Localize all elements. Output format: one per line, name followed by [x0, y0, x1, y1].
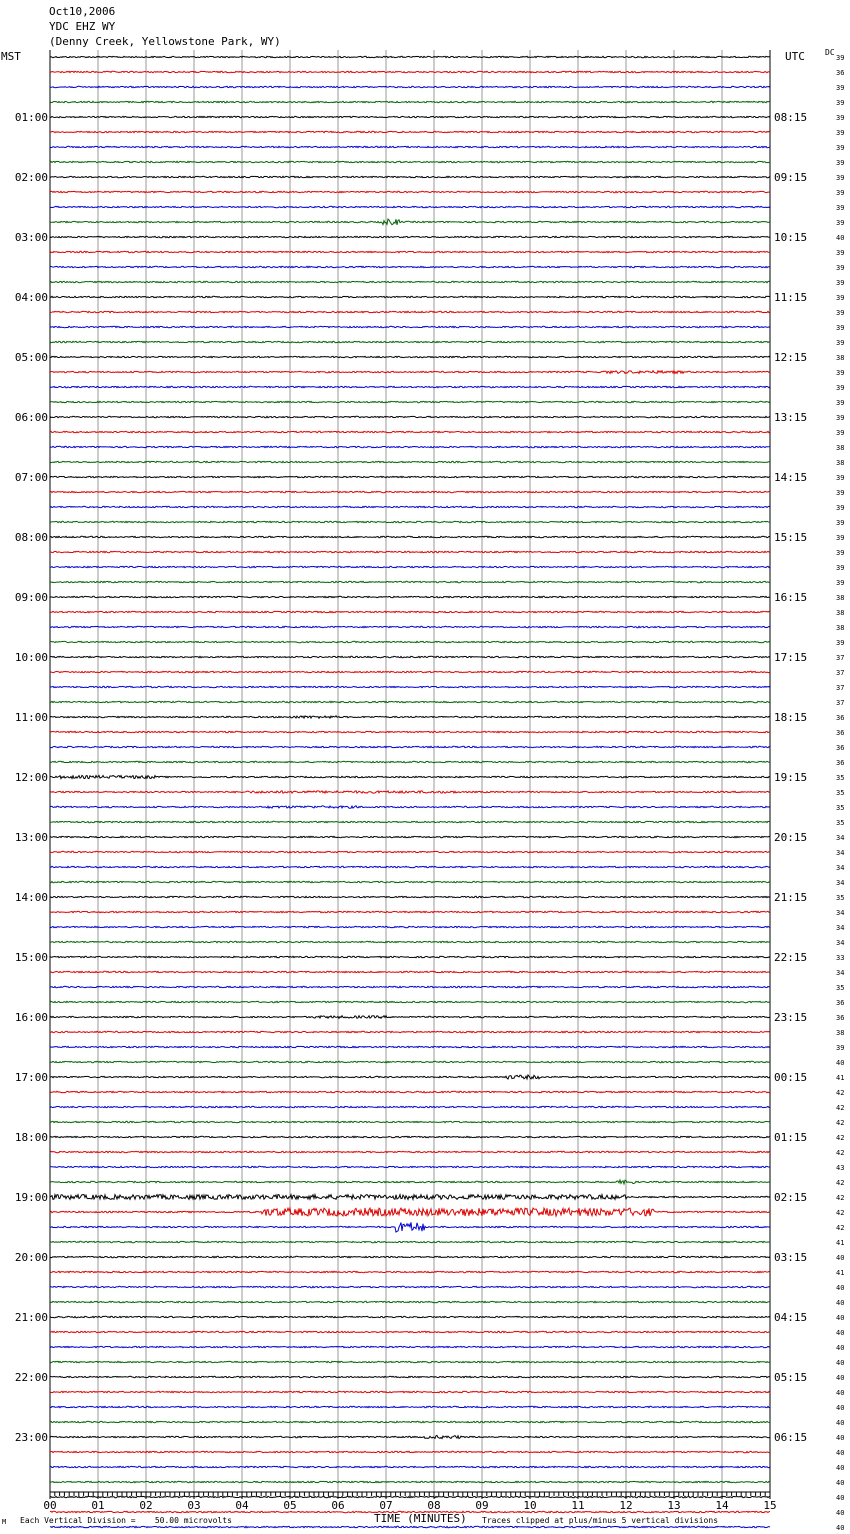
right-hour-label: 01:15 [774, 1131, 808, 1144]
left-hour-label: 02:00 [14, 171, 48, 184]
dc-offset-value: 42 [836, 1089, 845, 1097]
right-time-labels [774, 111, 807, 1444]
seismic-trace [50, 1451, 770, 1452]
dc-offset-labels [836, 54, 844, 1534]
dc-offset-value: 40 [836, 234, 845, 242]
seismic-trace [50, 1256, 770, 1257]
dc-offset-value: 40 [836, 1494, 845, 1502]
left-time-labels [15, 111, 48, 1444]
seismic-trace [50, 416, 770, 417]
seismic-trace [50, 1316, 770, 1317]
dc-offset-value: 40 [836, 1284, 845, 1292]
dc-offset-value: 39 [836, 489, 845, 497]
scale-note: Each Vertical Division = 50.00 microvolts [20, 1516, 232, 1525]
x-tick-label: 04 [235, 1499, 249, 1512]
dc-offset-value: 36 [836, 1014, 845, 1022]
seismic-trace [50, 491, 770, 492]
seismic-trace [50, 821, 770, 822]
left-hour-label: 17:00 [14, 1071, 48, 1084]
seismic-trace [50, 581, 770, 582]
left-hour-label: 18:00 [14, 1131, 48, 1144]
dc-offset-value: 38 [836, 459, 845, 467]
right-hour-label: 12:15 [774, 351, 808, 364]
dc-offset-value: 43 [836, 1164, 845, 1172]
seismic-trace [50, 1271, 770, 1272]
seismic-trace [50, 641, 770, 642]
seismic-trace [50, 1436, 770, 1439]
dc-offset-value: 41 [836, 1269, 845, 1277]
left-hour-label: 04:00 [14, 291, 48, 304]
seismic-trace [50, 1001, 770, 1002]
dc-offset-value: 42 [836, 1119, 845, 1127]
seismic-trace [50, 731, 770, 732]
seismic-trace [50, 56, 770, 57]
dc-offset-value: 40 [836, 1479, 845, 1487]
left-hour-label: 01:00 [14, 111, 48, 124]
right-hour-label: 08:15 [774, 111, 808, 124]
trace-lines [50, 56, 770, 1534]
left-hour-label: 21:00 [14, 1311, 48, 1324]
dc-offset-value: 39 [836, 414, 845, 422]
dc-offset-value: 39 [836, 204, 845, 212]
seismic-trace [50, 356, 770, 357]
seismic-trace [50, 86, 770, 87]
seismic-trace [50, 341, 770, 342]
corner-mark: M [2, 1518, 7, 1526]
dc-offset-value: 40 [836, 1254, 845, 1262]
seismic-trace [50, 671, 770, 672]
dc-header-label: DC [825, 48, 835, 57]
seismic-trace [50, 266, 770, 267]
dc-offset-value: 40 [836, 1299, 845, 1307]
x-tick-label: 00 [43, 1499, 57, 1512]
location-label: (Denny Creek, Yellowstone Park, WY) [49, 35, 281, 48]
seismic-trace [50, 851, 770, 852]
dc-offset-value: 40 [836, 1059, 845, 1067]
dc-offset-value: 39 [836, 369, 845, 377]
seismic-trace [50, 116, 770, 117]
dc-offset-value: 39 [836, 279, 845, 287]
dc-offset-value: 40 [836, 1314, 845, 1322]
right-hour-label: 04:15 [774, 1311, 808, 1324]
seismic-trace [50, 1091, 770, 1092]
seismic-trace [50, 206, 770, 207]
dc-offset-value: 39 [836, 474, 845, 482]
seismic-trace [50, 775, 770, 778]
seismic-trace [50, 326, 770, 327]
dc-offset-value: 38 [836, 444, 845, 452]
dc-offset-value: 39 [836, 519, 845, 527]
seismic-trace [50, 1031, 770, 1032]
dc-offset-value: 40 [836, 1389, 845, 1397]
dc-offset-value: 36 [836, 744, 845, 752]
left-hour-label: 08:00 [14, 531, 48, 544]
station-label: YDC EHZ WY [49, 20, 116, 33]
seismic-trace [50, 836, 770, 837]
dc-offset-value: 39 [836, 84, 845, 92]
seismic-trace [50, 1361, 770, 1362]
dc-offset-value: 37 [836, 654, 845, 662]
dc-offset-value: 34 [836, 879, 845, 887]
seismic-trace [50, 146, 770, 147]
seismic-trace [50, 986, 770, 987]
seismic-trace [50, 176, 770, 177]
dc-offset-value: 35 [836, 984, 845, 992]
seismic-trace [50, 1061, 770, 1062]
seismic-trace [50, 386, 770, 387]
seismic-trace [50, 911, 770, 912]
x-tick-label: 15 [763, 1499, 777, 1512]
left-hour-label: 19:00 [14, 1191, 48, 1204]
dc-offset-value: 39 [836, 384, 845, 392]
dc-offset-value: 40 [836, 1419, 845, 1427]
seismic-trace [50, 956, 770, 957]
dc-offset-value: 40 [836, 1404, 845, 1412]
seismic-trace [50, 161, 770, 162]
left-hour-label: 12:00 [14, 771, 48, 784]
dc-offset-value: 35 [836, 894, 845, 902]
seismic-trace [50, 219, 770, 225]
dc-offset-value: 35 [836, 804, 845, 812]
right-hour-label: 18:15 [774, 711, 808, 724]
x-tick-label: 09 [475, 1499, 489, 1512]
dc-offset-value: 36 [836, 69, 845, 77]
seismic-trace [50, 761, 770, 762]
dc-offset-value: 39 [836, 159, 845, 167]
dc-offset-value: 37 [836, 669, 845, 677]
seismic-trace [50, 1346, 770, 1347]
seismic-trace [50, 101, 770, 102]
seismic-trace [50, 1016, 770, 1019]
dc-offset-value: 41 [836, 1074, 845, 1082]
dc-offset-value: 39 [836, 564, 845, 572]
x-axis-title: TIME (MINUTES) [374, 1512, 467, 1525]
seismic-trace [50, 1406, 770, 1407]
seismic-trace [50, 71, 770, 72]
left-hour-label: 23:00 [14, 1431, 48, 1444]
left-hour-label: 15:00 [14, 951, 48, 964]
dc-offset-value: 34 [836, 924, 845, 932]
seismic-trace [50, 1106, 770, 1107]
right-hour-label: 13:15 [774, 411, 808, 424]
left-hour-label: 03:00 [14, 231, 48, 244]
x-tick-label: 13 [667, 1499, 681, 1512]
right-hour-label: 05:15 [774, 1371, 808, 1384]
seismic-trace [50, 656, 770, 657]
clip-note: Traces clipped at plus/minus 5 vertical divisions [482, 1516, 719, 1525]
right-hour-label: 17:15 [774, 651, 808, 664]
right-hour-label: 23:15 [774, 1011, 808, 1024]
dc-offset-value: 40 [836, 1464, 845, 1472]
dc-offset-value: 36 [836, 729, 845, 737]
dc-offset-value: 39 [836, 309, 845, 317]
seismic-trace [50, 611, 770, 612]
seismic-trace [50, 1466, 770, 1467]
seismic-trace [50, 521, 770, 522]
x-tick-label: 08 [427, 1499, 441, 1512]
seismic-trace [50, 296, 770, 297]
dc-offset-value: 36 [836, 714, 845, 722]
dc-offset-value: 36 [836, 999, 845, 1007]
right-hour-label: 11:15 [774, 291, 808, 304]
left-hour-label: 05:00 [14, 351, 48, 364]
dc-offset-value: 38 [836, 609, 845, 617]
right-hour-label: 03:15 [774, 1251, 808, 1264]
left-hour-label: 20:00 [14, 1251, 48, 1264]
dc-offset-value: 38 [836, 594, 845, 602]
seismic-trace [50, 1195, 770, 1200]
right-hour-label: 20:15 [774, 831, 808, 844]
right-hour-label: 15:15 [774, 531, 808, 544]
dc-offset-value: 40 [836, 1449, 845, 1457]
seismic-trace [50, 1496, 770, 1497]
right-hour-label: 00:15 [774, 1071, 808, 1084]
seismic-trace [50, 866, 770, 867]
right-hour-label: 16:15 [774, 591, 808, 604]
dc-offset-value: 39 [836, 114, 845, 122]
dc-offset-value: 40 [836, 1524, 845, 1532]
right-hour-label: 06:15 [774, 1431, 808, 1444]
seismic-trace [50, 1331, 770, 1332]
left-timezone-label: MST [1, 50, 21, 63]
dc-offset-value: 39 [836, 264, 845, 272]
seismic-trace [50, 1151, 770, 1152]
seismic-trace [50, 701, 770, 702]
seismic-trace [50, 1046, 770, 1047]
dc-offset-value: 34 [836, 834, 845, 842]
seismic-trace [50, 1286, 770, 1287]
dc-offset-value: 39 [836, 144, 845, 152]
dc-offset-value: 34 [836, 939, 845, 947]
seismic-trace [50, 1241, 770, 1242]
x-axis [43, 1492, 776, 1512]
right-hour-label: 19:15 [774, 771, 808, 784]
seismic-trace [50, 236, 770, 237]
x-tick-label: 10 [523, 1499, 537, 1512]
dc-offset-value: 40 [836, 1374, 845, 1382]
dc-offset-value: 39 [836, 294, 845, 302]
dc-offset-value: 39 [836, 549, 845, 557]
seismic-trace [50, 566, 770, 567]
seismic-trace [50, 191, 770, 192]
x-tick-label: 07 [379, 1499, 393, 1512]
seismic-trace [50, 1481, 770, 1482]
right-hour-label: 22:15 [774, 951, 808, 964]
seismic-trace [50, 881, 770, 882]
left-hour-label: 16:00 [14, 1011, 48, 1024]
x-tick-label: 03 [187, 1499, 201, 1512]
seismic-trace [50, 506, 770, 507]
dc-offset-value: 39 [836, 429, 845, 437]
dc-offset-value: 36 [836, 759, 845, 767]
dc-offset-value: 42 [836, 1209, 845, 1217]
dc-offset-value: 34 [836, 909, 845, 917]
left-hour-label: 10:00 [14, 651, 48, 664]
dc-offset-value: 39 [836, 189, 845, 197]
seismic-trace [50, 251, 770, 252]
x-tick-label: 01 [91, 1499, 105, 1512]
seismic-trace [50, 941, 770, 942]
left-hour-label: 07:00 [14, 471, 48, 484]
seismic-trace [50, 401, 770, 402]
x-tick-label: 05 [283, 1499, 297, 1512]
dc-offset-value: 37 [836, 684, 845, 692]
dc-offset-value: 39 [836, 579, 845, 587]
dc-offset-value: 39 [836, 129, 845, 137]
x-tick-label: 11 [571, 1499, 585, 1512]
dc-offset-value: 40 [836, 1329, 845, 1337]
seismic-trace [50, 806, 770, 808]
dc-offset-value: 40 [836, 1344, 845, 1352]
seismic-trace [50, 1180, 770, 1184]
dc-offset-value: 33 [836, 954, 845, 962]
seismic-trace [50, 476, 770, 477]
seismic-trace [50, 926, 770, 927]
seismic-trace [50, 431, 770, 432]
dc-offset-value: 39 [836, 534, 845, 542]
seismic-trace [50, 131, 770, 132]
dc-offset-value: 35 [836, 819, 845, 827]
seismic-trace [50, 1301, 770, 1302]
left-hour-label: 13:00 [14, 831, 48, 844]
right-hour-label: 10:15 [774, 231, 808, 244]
x-tick-label: 12 [619, 1499, 633, 1512]
right-hour-label: 14:15 [774, 471, 808, 484]
x-tick-label: 14 [715, 1499, 729, 1512]
seismic-trace [50, 311, 770, 312]
dc-offset-value: 41 [836, 1239, 845, 1247]
seismic-trace [50, 791, 770, 793]
dc-offset-value: 38 [836, 624, 845, 632]
seismic-trace [50, 716, 770, 719]
dc-offset-value: 42 [836, 1149, 845, 1157]
dc-offset-value: 39 [836, 399, 845, 407]
seismic-trace [50, 281, 770, 282]
dc-offset-value: 42 [836, 1224, 845, 1232]
dc-offset-value: 39 [836, 639, 845, 647]
seismic-trace [50, 1421, 770, 1422]
dc-offset-value: 42 [836, 1179, 845, 1187]
seismic-trace [50, 626, 770, 627]
left-hour-label: 11:00 [14, 711, 48, 724]
dc-offset-value: 40 [836, 1359, 845, 1367]
right-hour-label: 09:15 [774, 171, 808, 184]
seismic-trace [50, 536, 770, 537]
seismic-trace [50, 1376, 770, 1377]
right-hour-label: 02:15 [774, 1191, 808, 1204]
right-timezone-label: UTC [785, 50, 805, 63]
dc-offset-value: 39 [836, 99, 845, 107]
seismic-trace [50, 686, 770, 687]
dc-offset-value: 38 [836, 354, 845, 362]
left-hour-label: 09:00 [14, 591, 48, 604]
dc-offset-value: 39 [836, 249, 845, 257]
dc-offset-value: 39 [836, 339, 845, 347]
dc-offset-value: 39 [836, 54, 845, 62]
dc-offset-value: 39 [836, 219, 845, 227]
dc-offset-value: 42 [836, 1194, 845, 1202]
dc-offset-value: 39 [836, 1044, 845, 1052]
dc-offset-value: 34 [836, 969, 845, 977]
dc-offset-value: 40 [836, 1434, 845, 1442]
seismic-trace [50, 371, 770, 374]
seismic-trace [50, 461, 770, 462]
dc-offset-value: 34 [836, 864, 845, 872]
date-label: Oct10,2006 [49, 5, 116, 18]
seismic-trace [50, 1208, 770, 1216]
dc-offset-value: 42 [836, 1134, 845, 1142]
left-hour-label: 14:00 [14, 891, 48, 904]
x-tick-label: 06 [331, 1499, 345, 1512]
seismic-trace [50, 1121, 770, 1122]
seismic-trace [50, 1391, 770, 1392]
seismic-trace [50, 1136, 770, 1137]
dc-offset-value: 40 [836, 1509, 845, 1517]
dc-offset-value: 42 [836, 1104, 845, 1112]
dc-offset-value: 35 [836, 789, 845, 797]
left-hour-label: 22:00 [14, 1371, 48, 1384]
dc-offset-value: 35 [836, 774, 845, 782]
left-hour-label: 06:00 [14, 411, 48, 424]
seismic-trace [50, 1222, 770, 1232]
dc-offset-value: 39 [836, 324, 845, 332]
seismic-trace [50, 1166, 770, 1167]
dc-offset-value: 37 [836, 699, 845, 707]
seismic-trace [50, 746, 770, 747]
seismic-trace [50, 596, 770, 597]
dc-offset-value: 34 [836, 849, 845, 857]
seismic-trace [50, 1526, 770, 1527]
dc-offset-value: 39 [836, 174, 845, 182]
grid-lines [50, 50, 770, 1492]
seismic-trace [50, 446, 770, 447]
seismic-trace [50, 896, 770, 897]
x-tick-label: 02 [139, 1499, 153, 1512]
dc-offset-value: 39 [836, 504, 845, 512]
dc-offset-value: 38 [836, 1029, 845, 1037]
seismic-trace [50, 971, 770, 972]
seismic-trace [50, 1075, 770, 1079]
seismic-trace [50, 551, 770, 552]
right-hour-label: 21:15 [774, 891, 808, 904]
